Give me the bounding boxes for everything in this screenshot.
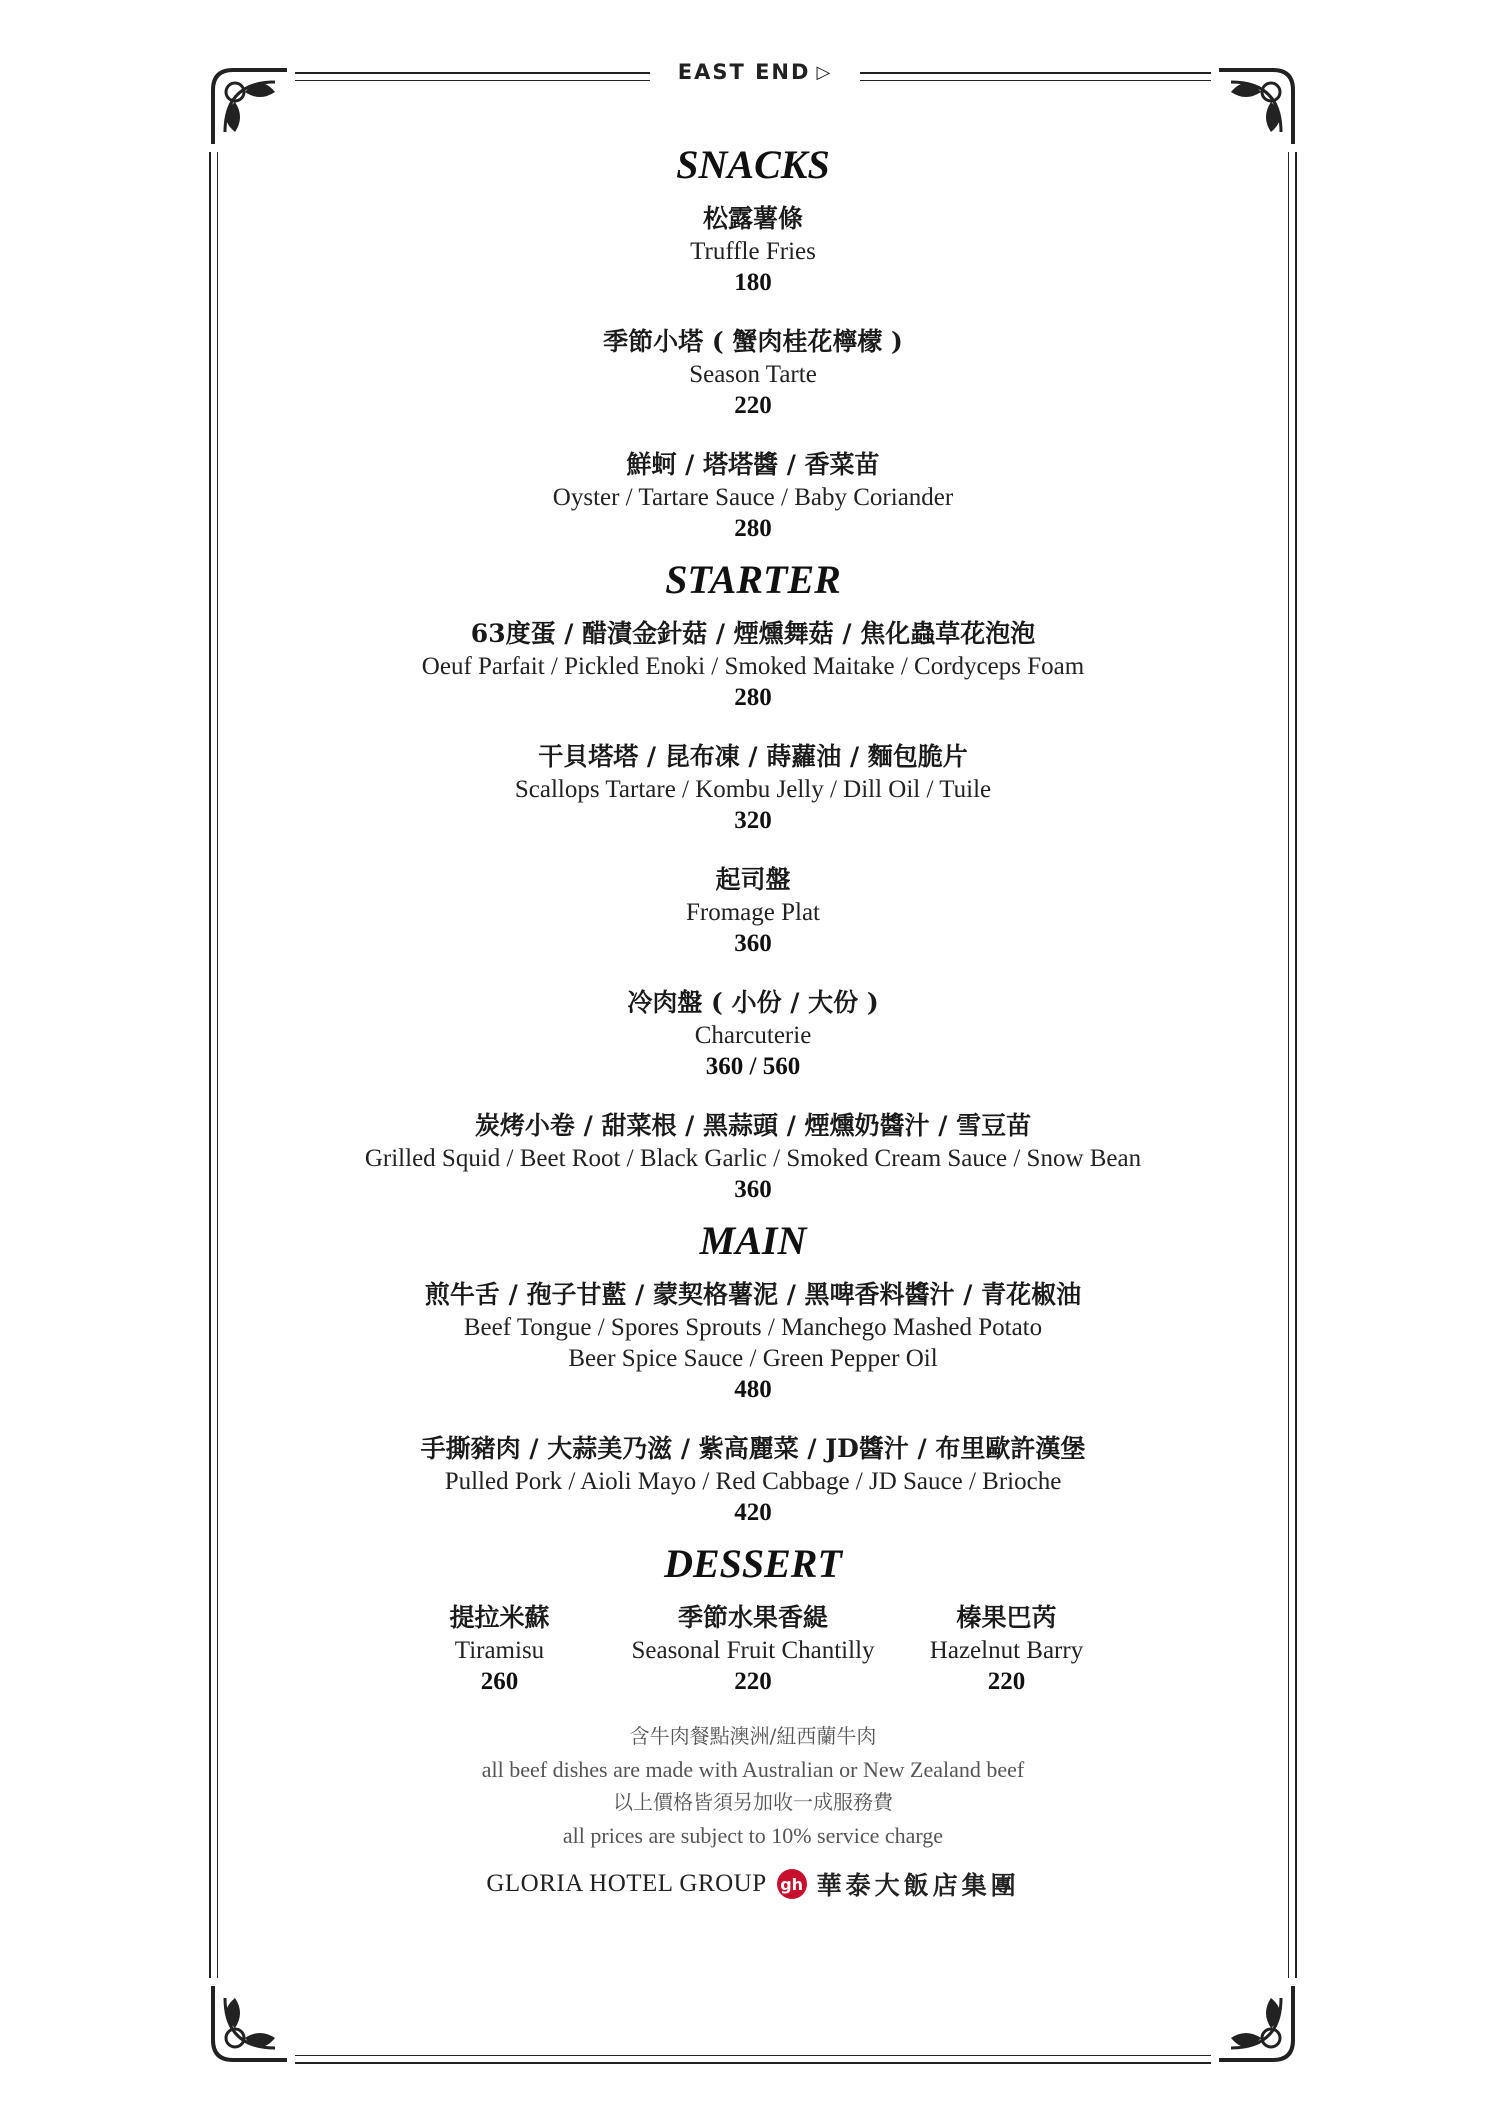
menu-notes — [250, 1720, 1256, 1852]
item-price: 220 — [987, 1668, 1026, 1695]
section-title: DESSERT — [664, 1541, 842, 1586]
item-name-en: Hazelnut Barry — [929, 1637, 1084, 1664]
hotel-group-name-zh: 華泰大飯店集團 — [816, 1871, 1020, 1900]
menu-item — [250, 202, 1256, 299]
service-note-zh: 以上價格皆須另加收一成服務費 — [613, 1790, 893, 1814]
menu-item — [627, 1601, 880, 1698]
item-price: 360 / 560 — [705, 1053, 801, 1080]
menu-item — [880, 1601, 1133, 1698]
beef-note-en: all beef dishes are made with Australian or New Zealand beef — [481, 1757, 1025, 1782]
item-price: 220 — [734, 392, 772, 419]
item-name-zh: 手撕豬肉 / 大蒜美乃滋 / 紫高麗菜 / JD醬汁 / 布里歐許漢堡 — [420, 1434, 1086, 1463]
item-price: 220 — [734, 1668, 772, 1695]
corner-ornament-icon — [1211, 62, 1301, 152]
item-name-zh: 季節小塔 ( 蟹肉桂花檸檬 ) — [603, 327, 903, 356]
menu-item — [250, 1278, 1256, 1406]
item-name-en: Grilled Squid / Beet Root / Black Garlic / Smoked Cream Sauce / Snow Bean — [364, 1145, 1142, 1172]
item-price: 320 — [734, 807, 772, 834]
item-name-en: Oyster / Tartare Sauce / Baby Coriander — [552, 484, 954, 511]
item-name-en: Oeuf Parfait / Pickled Enoki / Smoked Maitake / Cordyceps Foam — [421, 653, 1085, 680]
corner-ornament-icon — [1211, 1978, 1301, 2068]
brand-header — [650, 56, 860, 88]
item-name-en: Tiramisu — [454, 1637, 545, 1664]
corner-ornament-icon — [205, 62, 295, 152]
corner-ornament-icon — [205, 1978, 295, 2068]
item-price: 360 — [734, 1176, 772, 1203]
section-title: STARTER — [665, 557, 841, 602]
menu-item — [250, 617, 1256, 714]
item-name-zh: 鮮蚵 / 塔塔醬 / 香菜苗 — [626, 450, 880, 479]
item-name-en: Fromage Plat — [685, 899, 820, 926]
item-price: 360 — [734, 930, 772, 957]
item-price: 280 — [734, 515, 772, 542]
item-name-en-line2: Beer Spice Sauce / Green Pepper Oil — [568, 1345, 938, 1372]
item-name-en: Scallops Tartare / Kombu Jelly / Dill Oil / Tuile — [514, 776, 992, 803]
item-name-zh: 提拉米蘇 — [449, 1603, 550, 1632]
item-name-zh: 63度蛋 / 醋漬金針菇 / 煙燻舞菇 / 焦化蟲草花泡泡 — [470, 619, 1036, 648]
item-name-zh: 起司盤 — [715, 865, 791, 894]
item-name-zh: 干貝塔塔 / 昆布凍 / 蒔蘿油 / 麵包脆片 — [538, 742, 968, 771]
section-snacks — [250, 140, 1256, 545]
item-name-en: Season Tarte — [689, 361, 817, 388]
menu-item — [250, 863, 1256, 960]
item-name-en: Pulled Pork / Aioli Mayo / Red Cabbage / JD Sauce / Brioche — [444, 1468, 1062, 1495]
arrow-icon: ▷ — [816, 61, 833, 83]
menu-content — [250, 140, 1256, 1902]
section-title: SNACKS — [676, 142, 830, 187]
item-name-zh: 榛果巴芮 — [956, 1603, 1057, 1632]
beef-note-zh: 含牛肉餐點澳洲/紐西蘭牛肉 — [629, 1724, 877, 1748]
item-price: 180 — [734, 269, 772, 296]
dessert-row — [373, 1601, 1133, 1698]
item-price: 420 — [734, 1499, 772, 1526]
menu-item — [250, 1109, 1256, 1206]
menu-item — [250, 986, 1256, 1083]
menu-item — [250, 325, 1256, 422]
item-price: 280 — [734, 684, 772, 711]
menu-item — [250, 740, 1256, 837]
section-title: MAIN — [699, 1218, 807, 1263]
item-name-zh: 煎牛舌 / 孢子甘藍 / 蒙契格薯泥 / 黑啤香料醬汁 / 青花椒油 — [424, 1280, 1082, 1309]
item-price: 480 — [734, 1376, 772, 1403]
hotel-footer — [250, 1866, 1256, 1902]
menu-item — [373, 1601, 626, 1698]
item-name-en: Charcuterie — [694, 1022, 812, 1049]
gloria-logo-icon: gh — [777, 1869, 807, 1899]
brand-name: EAST END — [677, 60, 811, 84]
menu-item — [250, 1432, 1256, 1529]
item-name-zh: 冷肉盤 ( 小份 / 大份 ) — [627, 988, 879, 1017]
item-name-en: Seasonal Fruit Chantilly — [631, 1637, 875, 1664]
item-name-zh: 松露薯條 — [702, 204, 803, 233]
section-main — [250, 1216, 1256, 1529]
menu-item — [250, 448, 1256, 545]
service-note-en: all prices are subject to 10% service charge — [562, 1823, 944, 1848]
section-dessert — [250, 1539, 1256, 1698]
item-name-en: Truffle Fries — [690, 238, 816, 265]
item-name-en: Beef Tongue / Spores Sprouts / Manchego Mashed Potato — [463, 1314, 1043, 1341]
item-price: 260 — [480, 1668, 519, 1695]
item-name-zh: 炭烤小卷 / 甜菜根 / 黑蒜頭 / 煙燻奶醬汁 / 雪豆苗 — [474, 1111, 1032, 1140]
item-name-zh: 季節水果香緹 — [677, 1603, 828, 1632]
section-starter — [250, 555, 1256, 1206]
hotel-group-name-en: GLORIA HOTEL GROUP — [486, 1870, 767, 1897]
